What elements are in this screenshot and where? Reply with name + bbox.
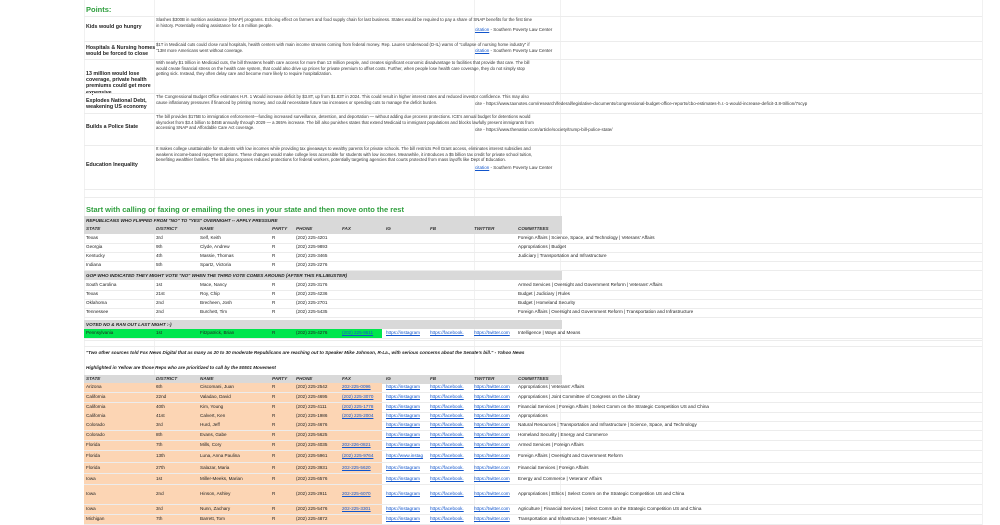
row-highlight xyxy=(84,431,382,440)
cell-phone: (202) 225-3176 xyxy=(296,281,328,287)
cell-state: Iowa xyxy=(86,491,96,496)
cell-twitter[interactable]: https://twitter.com xyxy=(474,506,510,511)
cell-party: R xyxy=(272,309,276,315)
cell-state: Kentucky xyxy=(86,252,105,258)
cell-name: Fitzpatrick, Brian xyxy=(200,329,235,335)
row-highlight xyxy=(84,485,382,504)
cell-state: Indiana xyxy=(86,261,102,267)
cell-name: Salazar, Maria xyxy=(200,464,230,470)
cell-name: Nunn, Zachary xyxy=(200,506,231,511)
column-header-ig: IG xyxy=(386,225,391,231)
cell-party: R xyxy=(272,329,276,335)
column-header-fb: FB xyxy=(430,375,437,381)
cell-fax[interactable]: 202-226-0821 xyxy=(342,442,371,447)
table-row xyxy=(84,515,982,524)
cell-state: Georgia xyxy=(86,243,103,249)
grid-row-line xyxy=(84,346,982,347)
cell-district: 40th xyxy=(156,404,165,409)
cell-state: Iowa xyxy=(86,475,96,481)
column-header-twitter: TWITTER xyxy=(474,225,495,231)
table-row xyxy=(84,243,982,252)
cell-twitter[interactable]: https://twitter.com xyxy=(474,329,510,335)
cell-fax[interactable]: 202-225-6070 xyxy=(342,491,371,496)
cell-phone: (202) 225-4872 xyxy=(296,516,328,521)
cell-ig[interactable]: https://instagram xyxy=(386,404,420,409)
cell-fb[interactable]: https://facebook. xyxy=(430,491,464,496)
cell-state: Colorado xyxy=(86,432,105,437)
cell-state: Iowa xyxy=(86,506,96,511)
table-row xyxy=(84,281,982,290)
cell-fax[interactable]: 202-225-0096 xyxy=(342,384,371,389)
cell-ig[interactable]: https://instagram xyxy=(386,413,420,418)
cell-party: R xyxy=(272,491,276,496)
cell-state: Tennessee xyxy=(86,309,109,315)
cell-party: R xyxy=(272,453,276,458)
cell-district: 9th xyxy=(156,243,163,249)
cell-twitter[interactable]: https://twitter.com xyxy=(474,394,510,399)
cell-state: Florida xyxy=(86,442,101,447)
cell-fax[interactable]: 202-225-5620 xyxy=(342,464,371,470)
cell-phone: (202) 225-5435 xyxy=(296,309,328,315)
column-header-phone: PHONE xyxy=(296,375,313,381)
column-header-name: NAME xyxy=(200,225,214,231)
point-citation xyxy=(475,28,552,33)
column-header-twitter: TWITTER xyxy=(474,375,495,381)
point-citation xyxy=(475,128,613,133)
cell-district: 2nd xyxy=(156,491,164,496)
cell-state: California xyxy=(86,413,106,418)
column-header-name: NAME xyxy=(200,375,214,381)
cell-name: Self, Keith xyxy=(200,234,221,240)
table-row xyxy=(84,505,982,514)
cell-twitter[interactable]: https://twitter.com xyxy=(474,413,510,418)
column-header-fax: FAX xyxy=(342,225,351,231)
point-citation xyxy=(475,49,552,54)
cell-fb[interactable]: https://facebook. xyxy=(430,413,464,418)
cell-phone: (202) 225-5961 xyxy=(296,453,328,458)
cell-district: 21st xyxy=(156,290,165,296)
cell-fb[interactable]: https://facebook. xyxy=(430,384,464,389)
cell-ig[interactable]: https://instagram xyxy=(386,491,420,496)
table-row xyxy=(84,451,982,462)
table-row xyxy=(84,441,982,450)
cell-state: Texas xyxy=(86,290,98,296)
citation-source: - Southern Poverty Law Center xyxy=(489,26,553,32)
table-row xyxy=(84,309,982,318)
cell-party: R xyxy=(272,442,276,447)
cell-twitter[interactable]: https://twitter.com xyxy=(474,453,510,458)
cell-fb[interactable]: https://facebook. xyxy=(430,394,464,399)
table-row xyxy=(84,299,982,308)
cell-name: Mace, Nancy xyxy=(200,281,227,287)
point-citation xyxy=(475,166,552,171)
highlight-note: Highlighted in Yellow are those Reps who are prioritized to call by the 50501 Movement xyxy=(86,365,276,370)
cell-fb[interactable]: https://facebook. xyxy=(430,506,464,511)
cell-name: Valadao, David xyxy=(200,394,231,399)
cell-district: 3rd xyxy=(156,506,163,511)
grid-row-line xyxy=(84,189,982,190)
column-header-committees: COMMITTEES xyxy=(518,225,549,231)
row-highlight xyxy=(84,412,382,421)
cell-party: R xyxy=(272,404,276,409)
cell-ig[interactable]: https://instagram xyxy=(386,475,420,481)
cell-name: Luna, Anna Paulina xyxy=(200,453,240,458)
cell-phone: (202) 225-2911 xyxy=(296,491,328,496)
cell-ig[interactable]: https://instagram xyxy=(386,464,420,470)
cell-phone: (202) 225-4695 xyxy=(296,394,328,399)
cell-committees: Appropriations xyxy=(518,413,548,418)
cell-twitter[interactable]: https://twitter.com xyxy=(474,491,510,496)
row-highlight xyxy=(84,421,382,430)
cell-state: Michigan xyxy=(86,516,105,521)
group-title-band xyxy=(84,216,562,225)
row-highlight xyxy=(84,463,382,473)
grid-row-line xyxy=(84,338,982,339)
cell-district: 3rd xyxy=(156,234,163,240)
point-citation xyxy=(475,102,807,107)
cell-committees: Natural Resources | Transportation and Infrastructure | Science, Space, and Technology xyxy=(518,422,697,427)
point-description: $1T in Medicaid cuts could close rural hospitals, health centers with main income streams coming from federal money. Rep. Lauren Underwood (D-IL) warns of "collapse of nursing home industry" if "13M more Americans went without coverage. xyxy=(156,42,530,53)
cell-ig[interactable]: https://instagram xyxy=(386,384,420,389)
cell-committees: Energy and Commerce | Veterans' Affairs xyxy=(518,475,602,481)
cell-district: 27th xyxy=(156,464,165,470)
cell-twitter[interactable]: https://twitter.com xyxy=(474,516,510,521)
cell-name: Ciscomani, Juan xyxy=(200,384,234,389)
cell-district: 7th xyxy=(156,516,163,521)
cell-district: 7th xyxy=(156,442,163,447)
table-row xyxy=(84,290,982,299)
row-highlight xyxy=(84,515,382,524)
cell-state: Florida xyxy=(86,464,101,470)
cell-phone: (202) 225-4276 xyxy=(296,329,328,335)
cell-district: 1st xyxy=(156,475,163,481)
column-header-party: PARTY xyxy=(272,225,288,231)
citation-source: cite - https://www.taxnotes.com/research/federal/legislative-documents/congressional-budget-office-reports/cbo-estimates-h.r.-1-would-increase-deficit-3.8-trillion/7scyp xyxy=(475,101,808,106)
cell-phone: (202) 225-5625 xyxy=(296,432,328,437)
point-description: With nearly $1 trillion in Medicaid cuts, the bill threatens health care access for more than 13 million people, and creates significant economic disadvantage to facilities that provide that care. The bill would create financial stress on the health care system, that could also drive up prices for private premium to offset costs. Further, when people lose health care coverage, they do not simply stop getting sick. Instead, they often delay care and become more likely to require hospitalization. xyxy=(156,60,530,77)
cell-twitter[interactable]: https://twitter.com xyxy=(474,442,510,447)
cell-party: R xyxy=(272,422,276,427)
cell-party: R xyxy=(272,252,276,258)
point-label: Education Inequality xyxy=(86,161,138,168)
cell-party: R xyxy=(272,475,276,481)
cell-ig[interactable]: https://instagram xyxy=(386,329,420,335)
point-description: The Congressional Budget Office estimates H.R. 1 Would increase deficit by $3.8T, up from $1.83T in 2024. This could result in higher interest rates and reduced investor confidence. This may also cause inflationary pressures if financed by printing money, and could necessitate future tax increases or spending cuts to manage the deficit burden. xyxy=(156,94,529,105)
cell-state: Colorado xyxy=(86,422,105,427)
grid-row-line xyxy=(84,317,982,318)
column-header-district: DISTRICT xyxy=(156,225,178,231)
cell-committees: Judiciary | Transportation and Infrastructure xyxy=(518,252,607,258)
grid-column-line xyxy=(982,0,983,525)
cell-party: R xyxy=(272,243,276,249)
table-row xyxy=(84,234,982,243)
column-header-ig: IG xyxy=(386,375,391,381)
cell-phone: (202) 225-4201 xyxy=(296,234,328,240)
citation-link[interactable]: citation xyxy=(475,26,490,32)
cell-phone: (202) 225-2276 xyxy=(296,261,328,267)
cell-name: Miller-Meeks, Marian xyxy=(200,475,243,481)
cell-name: Evans, Gabe xyxy=(200,432,227,437)
cell-party: R xyxy=(272,506,276,511)
cell-name: Roy, Chip xyxy=(200,290,220,296)
cell-phone: (202) 225-4035 xyxy=(296,442,328,447)
table-row xyxy=(84,412,982,421)
cell-district: 22nd xyxy=(156,394,167,399)
cell-state: California xyxy=(86,404,106,409)
table-row xyxy=(84,329,982,338)
cell-district: 1st xyxy=(156,281,163,287)
cell-fb[interactable]: https://facebook. xyxy=(430,475,464,481)
cell-fb[interactable]: https://facebook. xyxy=(430,404,464,409)
column-header-fax: FAX xyxy=(342,375,351,381)
cell-committees: Agriculture | Financial Services | Select Comm on the Strategic Competition US and China xyxy=(518,506,702,511)
cell-name: Mills, Cory xyxy=(200,442,222,447)
cell-phone: (202) 225-5476 xyxy=(296,506,328,511)
table-row xyxy=(84,485,982,504)
column-header-committees: COMMITTEES xyxy=(518,375,549,381)
cell-district: 6th xyxy=(156,384,163,389)
cell-fb[interactable]: https://facebook. xyxy=(430,422,464,427)
column-header-party: PARTY xyxy=(272,375,288,381)
cell-twitter[interactable]: https://twitter.com xyxy=(474,384,510,389)
cell-ig[interactable]: https://instagram xyxy=(386,394,420,399)
cell-party: R xyxy=(272,261,276,267)
table-row xyxy=(84,474,982,484)
cell-name: Hurd, Jeff xyxy=(200,422,220,427)
cell-state: Texas xyxy=(86,234,98,240)
row-highlight xyxy=(84,393,382,402)
point-label: Explodes National Debt, weakening US economy xyxy=(86,98,147,111)
cell-district: 1st xyxy=(156,329,163,335)
cell-ig[interactable]: https://www.instag xyxy=(386,453,424,458)
table-row xyxy=(84,463,982,473)
table-row xyxy=(84,403,982,412)
table-row xyxy=(84,252,982,261)
cell-name: Calvert, Ken xyxy=(200,413,226,418)
cell-party: R xyxy=(272,384,276,389)
cell-committees: Armed Services | Foreign Affairs xyxy=(518,442,584,447)
column-header-state: STATE xyxy=(86,375,101,381)
cell-fb[interactable]: https://facebook. xyxy=(430,516,464,521)
cell-phone: (202) 225-2701 xyxy=(296,300,328,306)
cell-party: R xyxy=(272,281,276,287)
cell-ig[interactable]: https://instagram xyxy=(386,506,420,511)
cell-committees: Foreign Affairs | Science, Space, and Technology | Veterans' Affairs xyxy=(518,234,655,240)
cell-committees: Transportation and Infrastructure | Veterans' Affairs xyxy=(518,516,622,521)
point-label: Builds a Police State xyxy=(86,124,139,130)
citation-link[interactable]: citation xyxy=(475,48,490,53)
table-row xyxy=(84,261,982,270)
news-quote: "Two other sources told Fox News Digital that as many as 20 to 30 moderate Republicans are reaching out to Speaker Mike Johnson, R-La., with serious concerns about the Senate's bill." - Yahoo News xyxy=(86,350,525,355)
cell-committees: Budget | Judiciary | Rules xyxy=(518,290,570,296)
citation-link[interactable]: citation xyxy=(475,164,490,170)
group-title-band xyxy=(84,320,562,329)
cell-name: Kim, Young xyxy=(200,404,224,409)
cell-phone: (202) 225-1986 xyxy=(296,413,328,418)
cell-fb[interactable]: https://facebook. xyxy=(430,464,464,470)
group-title: REPUBLICANS WHO FLIPPED FROM "NO" TO "YES" OVERNIGHT -- APPLY PRESSURE xyxy=(86,217,278,223)
points-heading: Points: xyxy=(86,5,112,14)
cell-state: Florida xyxy=(86,453,101,458)
cell-phone: (202) 225-4676 xyxy=(296,422,328,427)
cell-twitter[interactable]: https://twitter.com xyxy=(474,464,510,470)
cell-district: 3rd xyxy=(156,422,163,427)
start-heading: Start with calling or faxing or emailing the ones in your state and then move onto the rest xyxy=(86,205,404,214)
group-title-band xyxy=(84,271,562,280)
cell-phone: (202) 225-3931 xyxy=(296,464,328,470)
table-row xyxy=(84,393,982,402)
cell-twitter[interactable]: https://twitter.com xyxy=(474,475,510,481)
group-title: VOTED NO & RAN OUT LAST NIGHT :-) xyxy=(86,321,172,327)
cell-fb[interactable]: https://facebook. xyxy=(430,453,464,458)
cell-phone: (202) 225-6576 xyxy=(296,475,328,481)
cell-fax[interactable]: 202-225-3301 xyxy=(342,506,371,511)
group-title: GOP WHO INDICATED THEY MIGHT VOTE "NO" WHEN THE THIRD VOTE COMES AROUND (AFTER THIS FILLIBUSTER) xyxy=(86,272,348,278)
cell-phone: (202) 225-4111 xyxy=(296,404,327,409)
cell-district: 41st xyxy=(156,413,165,418)
cell-party: R xyxy=(272,516,276,521)
cell-name: Burchett, Tim xyxy=(200,309,228,315)
cell-ig[interactable]: https://instagram xyxy=(386,442,420,447)
row-highlight xyxy=(84,505,382,514)
point-label: Kids would go hungry xyxy=(86,23,142,30)
cell-fax[interactable]: (202) 225-3070 xyxy=(342,394,374,399)
cell-phone: (202) 225-2542 xyxy=(296,384,328,389)
cell-party: R xyxy=(272,432,276,437)
cell-committees: Budget | Homeland Security xyxy=(518,300,576,306)
cell-name: Spartz, Victoria xyxy=(200,261,232,267)
column-header-fb: FB xyxy=(430,225,437,231)
cell-state: South Carolina xyxy=(86,281,117,287)
cell-committees: Financial Services | Foreign Affairs | Select Comm on the Strategic Competition US and China xyxy=(518,404,709,409)
cell-district: 13th xyxy=(156,453,165,458)
cell-committees: Appropriations | Veterans' Affairs xyxy=(518,384,585,389)
cell-state: Pennsylvania xyxy=(86,329,114,335)
table-row xyxy=(84,431,982,440)
column-header-phone: PHONE xyxy=(296,225,313,231)
cell-district: 4th xyxy=(156,252,163,258)
cell-state: California xyxy=(86,394,106,399)
cell-committees: Foreign Affairs | Oversight and Government Reform | Transportation and Infrastructure xyxy=(518,309,694,315)
row-highlight xyxy=(84,441,382,450)
cell-name: Hinson, Ashley xyxy=(200,491,231,496)
point-label: Hospitals & Nursing homes would be forced to close xyxy=(86,45,156,58)
citation-source: - Southern Poverty Law Center xyxy=(489,48,553,53)
cell-phone: (202) 225-9893 xyxy=(296,243,328,249)
point-description: Slashes $300B in nutrition assistance (SNAP) programs. Echoing effect on farmers and food supply chain for last business. States would be required to pay a share of SNAP benefits for the first time in history. Potentially ending assistance for 4.6 million people. xyxy=(156,17,533,28)
grid-row-line xyxy=(84,197,982,198)
column-header-state: STATE xyxy=(86,225,101,231)
cell-state: Arizona xyxy=(86,384,102,389)
cell-ig[interactable]: https://instagram xyxy=(386,516,420,521)
cell-district: 5th xyxy=(156,261,163,267)
point-label: 13 million would lose coverage, private health premiums could get more xyxy=(86,71,151,90)
cell-fax[interactable]: (202) 225-9511 xyxy=(342,329,374,335)
cell-fb[interactable]: https://facebook. xyxy=(430,329,464,335)
cell-party: R xyxy=(272,300,276,306)
cell-name: Massie, Thomas xyxy=(200,252,234,258)
cell-district: 2nd xyxy=(156,300,164,306)
cell-fb[interactable]: https://facebook. xyxy=(430,432,464,437)
table-row xyxy=(84,421,982,430)
cell-phone: (202) 225-4236 xyxy=(296,290,328,296)
cell-twitter[interactable]: https://twitter.com xyxy=(474,422,510,427)
cell-name: Clyde, Andrew xyxy=(200,243,230,249)
cell-fb[interactable]: https://facebook. xyxy=(430,442,464,447)
cell-committees: Intelligence | Ways and Means xyxy=(518,329,581,335)
cell-fax[interactable]: (202) 225-1778 xyxy=(342,404,374,409)
cell-party: R xyxy=(272,234,276,240)
cell-fax[interactable]: (202) 225-9764 xyxy=(342,453,374,458)
citation-source: cite - https://www.thenation.com/article/society/trump-bill-police-state/ xyxy=(475,127,613,132)
row-highlight xyxy=(84,403,382,412)
cell-committees: Financial Services | Foreign Affairs xyxy=(518,464,589,470)
table-header-row xyxy=(84,225,982,234)
cell-committees: Appropriations | Ethics | Select Comm on the Strategic Competition US and China xyxy=(518,491,685,496)
cell-district: 8th xyxy=(156,432,163,437)
column-header-district: DISTRICT xyxy=(156,375,178,381)
grid-row-line xyxy=(84,340,982,341)
cell-twitter[interactable]: https://twitter.com xyxy=(474,432,510,437)
cell-committees: Armed Services | Oversight and Government Reform | Veterans' Affairs xyxy=(518,281,663,287)
cell-party: R xyxy=(272,394,276,399)
cell-party: R xyxy=(272,290,276,296)
cell-committees: Homeland Security | Energy and Commerce xyxy=(518,432,608,437)
cell-fax[interactable]: (202) 225-2004 xyxy=(342,413,374,418)
cell-committees: Appropriations | Joint Committee of Congress on the Library xyxy=(518,394,640,399)
cell-name: Barrett, Tom xyxy=(200,516,225,521)
cell-party: R xyxy=(272,413,276,418)
cell-state: Oklahoma xyxy=(86,300,107,306)
table-row xyxy=(84,383,982,392)
cell-twitter[interactable]: https://twitter.com xyxy=(474,404,510,409)
cell-ig[interactable]: https://instagram xyxy=(386,432,420,437)
cell-party: R xyxy=(272,464,276,470)
cell-ig[interactable]: https://instagram xyxy=(386,422,420,427)
cell-committees: Foreign Affairs | Oversight and Government Reform xyxy=(518,453,623,458)
cell-district: 2nd xyxy=(156,309,164,315)
cell-committees: Appropriations | Budget xyxy=(518,243,566,249)
cell-phone: (202) 225-3465 xyxy=(296,252,328,258)
citation-source: - Southern Poverty Law Center xyxy=(489,164,553,170)
point-description: The bill provides $175B to immigration enforcement—funding increased surveillance, detention, and deportation — without adding due process protections. ICE's annual budget for detentions would skyrocket from $3.4 billion to $45B annually through 2029 — a 365% increase. The bill also punishes states that extend Medicaid to immigrant populations and blocks lawfully present immigrants from accessing SNAP and Affordable Care Act coverage. xyxy=(156,114,534,131)
point-description: It makes college unattainable for students with low incomes while providing tax giveaways to wealthy parents for private schools. The bill restricts Pell Grant access, eliminates interest subsidies and weakens income-based repayment options. These changes would make college less accessible for students with low incomes. Meanwhile, it introduces a $5 billion tax credit for private school tuition, benefiting wealthier families. The bill also proposes reduced protections for federal workers, potentially targeting agencies that courts protected from mass layoffs like Dept of Education. xyxy=(156,146,533,163)
cell-name: Brecheen, Josh xyxy=(200,300,232,306)
